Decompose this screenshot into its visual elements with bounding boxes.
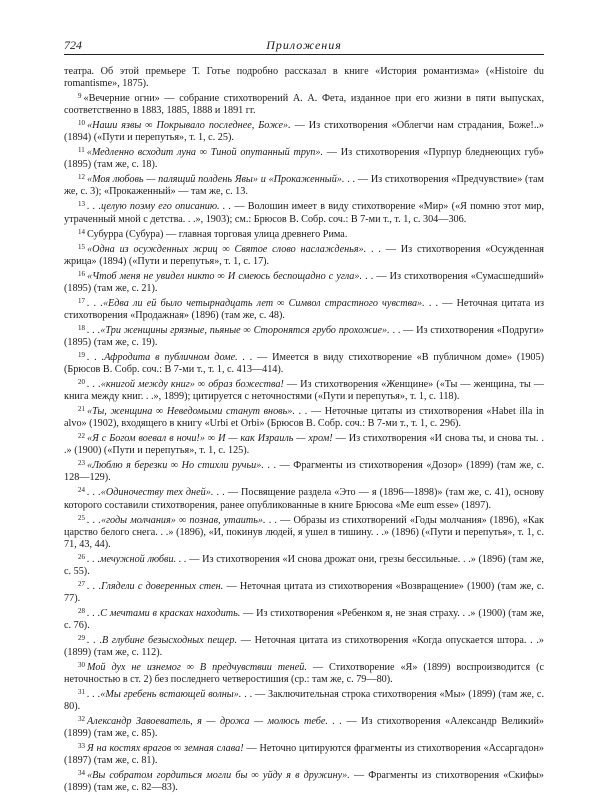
note-quote: Мой дух не изнемог ∞ В предчувствии теней. (87, 662, 307, 674)
note-quote: «Вы собратом гордиться могли бы ∞ уйду я в дружину». (87, 770, 350, 782)
note-paragraph (64, 512, 544, 551)
note-paragraph (64, 403, 544, 430)
note-text: . . — Неточная цитата из стихотворения «Продажная» (1896) (там же, с. 48). (64, 297, 544, 321)
page-number: 724 (64, 38, 82, 52)
note-number: 31 (78, 688, 85, 697)
note-paragraph (64, 767, 544, 794)
note-number: 21 (78, 405, 85, 414)
note-quote: «Ты, женщина ∞ Неведомыми станут вновь». (87, 406, 295, 418)
note-quote: «Наши язвы ∞ Покрывало последнее, Боже». (87, 120, 291, 132)
note-number: 24 (78, 486, 85, 495)
note-text: — Стихотворение «Я» (1899) воспроизводится (с неточностью в ст. 2) без последнего четверостишия (ср.: там же, с. 79—80). (64, 662, 544, 686)
note-quote: . . .«Мы гребень встающей волны». (87, 689, 242, 701)
note-number: 18 (78, 323, 85, 332)
note-number: 29 (78, 633, 85, 642)
note-text: . . — Из стихотворения «Подруги» (1895) (там же, с. 19). (64, 324, 544, 348)
note-paragraph (64, 66, 544, 90)
page (64, 38, 544, 795)
note-text: — Из стихотворения «И снова дрожат они, грезы бессильные. . .» (1896) (там же, с. 55). (64, 553, 544, 577)
note-paragraph (64, 686, 544, 713)
note-paragraph (64, 295, 544, 322)
note-quote: «Медленно всходит луна ∞ Тиной опутанный труп». (86, 147, 324, 159)
note-number: 14 (78, 227, 85, 236)
note-text: . . — Неточные цитаты из стихотворения «Habet illa in alvo» (1902), входящего в книгу «Urbi et Orbi» (Брюсов В. Собр. соч.: В 7-ми т., т. 1, с. 296). (64, 406, 545, 430)
note-number: 22 (78, 432, 85, 441)
note-text: Субурра (Субура) — главная торговая улица древнего Рима. (87, 228, 348, 240)
note-number: 33 (78, 742, 85, 751)
note-number: 26 (78, 552, 85, 561)
note-text: — Из стихотворения «И снова ты, и снова ты. . .» (1900) («Пути и перепутья», т. 1, с. 125). (64, 433, 544, 457)
note-paragraph (64, 605, 544, 632)
note-number: 13 (78, 200, 85, 209)
note-paragraph (64, 457, 544, 484)
note-text: — Из стихотворения «Александр Великий» (1899) (там же, с. 85). (64, 716, 544, 740)
note-paragraph (64, 578, 544, 605)
note-text: — Из стихотворения «Облегчи нам страдания, Боже!..» (1894) («Пути и перепутья», т. 1, с. 25). (64, 120, 545, 144)
note-number: 30 (78, 661, 85, 670)
note-paragraph (64, 740, 544, 767)
note-quote: «Одна из осужденных жриц ∞ Святое слово наслажденья». (87, 243, 367, 255)
note-number: 27 (78, 579, 85, 588)
note-paragraph (64, 322, 544, 349)
note-number: 17 (78, 296, 85, 305)
note-text: . . — Образы из стихотворений «Годы молчания» (1896), «Как царство белого снега. . .» (1896), «И, покинув людей, я ушел в тишину. . .» (1896) («Пути и перепутья», т. 1, с. 71, 43, 44). (64, 514, 544, 550)
note-number: 12 (78, 173, 85, 182)
note-text: — Из стихотворения «Женщине» («Ты — женщина, ты — книга между книг. . .», 1899); цитируется с неточностями («Пути и перепутья», т. 1, с. 118). (64, 379, 544, 403)
note-text: — Из стихотворения «Ребенком я, не зная страху. . .» (1900) (там же, с. 76). (64, 607, 544, 631)
note-text: — Неточно цитируются фрагменты из стихотворения «Ассаргадон» (1897) (там же, с. 81). (64, 743, 544, 767)
note-paragraph (64, 430, 544, 457)
note-quote: . . .Афродита в публичном доме. . . (87, 351, 253, 363)
note-text: . . — Из стихотворения «Предчувствие» (там же, с. 3); «Прокаженный» — там же, с. 13. (64, 174, 544, 198)
note-quote: . . .«книгой между книг» ∞ образ божества! (87, 379, 284, 391)
note-number: 19 (78, 350, 85, 359)
note-number: 25 (78, 513, 85, 522)
note-quote: Я на костях врагов ∞ земная слава! (87, 743, 244, 755)
note-text: — Неточная цитата из стихотворения «Когда опускается штора. . .» (1899) (там же, с. 112). (64, 634, 544, 659)
note-quote: . . .Глядели с доверенных стен. (87, 580, 224, 592)
note-number: 23 (78, 459, 85, 468)
note-text: театра. Об этой премьере Т. Готье подробно рассказал в книге «История романтизма» («Histoire du romantisme», 1875). (64, 66, 544, 90)
note-paragraph (64, 144, 544, 171)
note-paragraph (64, 551, 544, 578)
note-text: . . — Заключительная строка стихотворения «Мы» (1899) (там же, с. 80). (64, 689, 545, 713)
note-number: 11 (78, 146, 85, 155)
note-quote: . . .В глубине безысходных пещер. (87, 634, 238, 646)
note-paragraph (64, 90, 544, 117)
note-quote: . . .«Три женщины грязные, пьяные ∞ Сторонятся грубо прохожие». (87, 324, 390, 336)
notes-body (64, 66, 544, 795)
note-number: 32 (78, 715, 85, 724)
note-paragraph (64, 198, 544, 225)
note-paragraph (64, 349, 544, 376)
note-quote: «Чтоб меня не увидел никто ∞ И смеюсь беспощадно с угла». (87, 270, 363, 282)
note-paragraph (64, 241, 544, 268)
note-paragraph (64, 713, 544, 740)
note-number: 10 (78, 119, 85, 128)
note-quote: . . .«годы молчания» ∞ познав, утаить». (87, 514, 266, 526)
note-paragraph (64, 268, 544, 295)
note-paragraph (64, 632, 544, 659)
running-title: Приложения (266, 38, 342, 52)
note-paragraph (64, 226, 544, 241)
note-quote: «Моя любовь — палящий полдень Явы» и «Прокаженный». (87, 174, 345, 186)
note-quote: . . .«Едва ли ей было четырнадцать лет ∞ Символ страстного чувства». (87, 297, 425, 309)
note-number: 15 (78, 242, 85, 251)
note-text: — Фрагменты из стихотворения «Скифы» (1899) (там же, с. 82—83). (64, 770, 544, 794)
note-paragraph (64, 171, 544, 198)
note-quote: . . .«Одиночеству тех дней». (87, 487, 214, 499)
note-quote: . . .целую поэму его описанию. . . (87, 201, 232, 213)
note-number: 16 (78, 269, 85, 278)
note-paragraph (64, 376, 544, 403)
note-text: — Из стихотворения «Пурпур бледнеющих губ» (1895) (там же, с. 18). (64, 147, 544, 171)
note-text: . . — Фрагменты из стихотворения «Дозор» (1899) (там же, с. 128—129). (64, 460, 544, 484)
note-paragraph (64, 484, 544, 511)
note-text: . . — Из стихотворения «Сумасшедший» (1895) (там же, с. 21). (64, 270, 544, 294)
note-quote: «Я с Богом воевал в ночи!» ∞ И — как Израиль — хром! (87, 433, 333, 445)
note-text: — Неточная цитата из стихотворения «Возвращение» (1900) (там же, с. 77). (64, 580, 544, 604)
note-quote: . . .мечужной любви. . . (87, 553, 187, 565)
note-quote: «Люблю я березки ∞ Но стихли ручьи». (87, 460, 264, 472)
note-text: «Вечерние огни» — собрание стихотворений А. А. Фета, изданное при его жизни в пяти выпусках, соответственно в 1883, 1885, 1888 и 1891 гг. (64, 93, 544, 117)
note-paragraph (64, 117, 544, 144)
note-number: 28 (78, 606, 85, 615)
note-text: . . — Посвящение раздела «Это — я (1896—1898)» (там же, с. 41), основу которого составили стихотворения, ранее опубликованные в книге Брюсова «Me eum esse» (1897). (64, 487, 544, 511)
note-number: 34 (78, 769, 85, 778)
header-rule (64, 54, 544, 55)
note-quote: . . .С мечтами в красках находить. (87, 607, 241, 619)
note-text: — Волошин имеет в виду стихотворение «Мир» («Я помню этот мир, утраченный мной с детства. . .», 1903); см.: Брюсов В. Собр. соч.: В 7-ми т., т. 1, с. 304—306. (64, 201, 544, 225)
running-header (64, 38, 544, 56)
note-quote: Александр Завоеватель, я — дрожа — молюсь тебе. . . (87, 716, 342, 728)
note-text: . . — Из стихотворения «Осужденная жрица» (1894) («Пути и перепутья», т. 1, с. 17). (64, 243, 544, 267)
note-number: 9 (78, 92, 82, 101)
note-text: — Имеется в виду стихотворение «В публичном доме» (1905) (Брюсов В. Собр. соч.: В 7-ми т., т. 1, с. 413—414). (64, 351, 545, 376)
note-number: 20 (78, 378, 85, 387)
note-paragraph (64, 659, 544, 686)
